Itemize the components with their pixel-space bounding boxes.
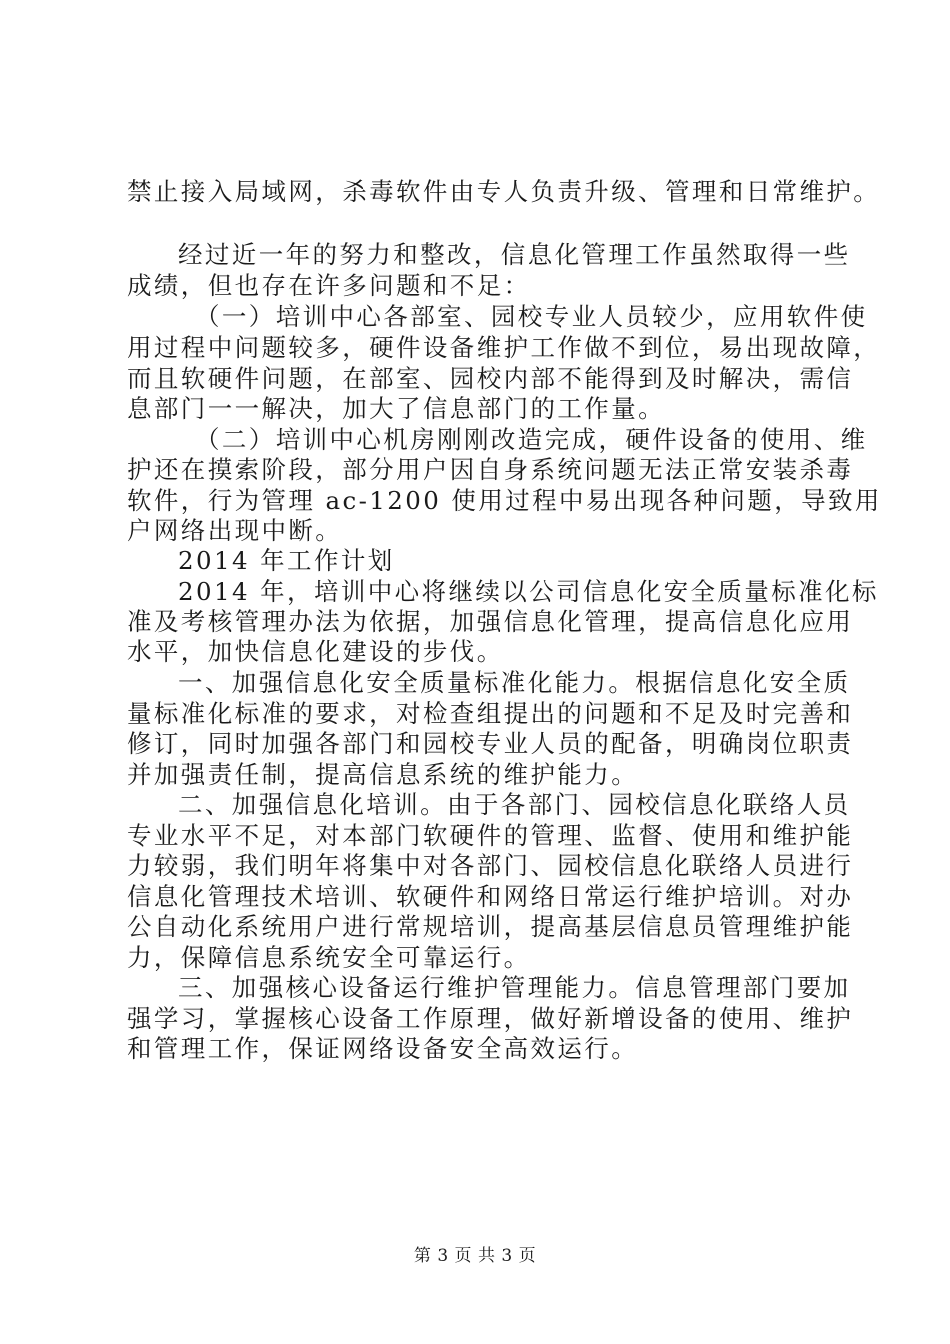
text-line: 2014 年，培训中心将继续以公司信息化安全质量标准化标 (178, 577, 879, 606)
text-line: 和管理工作，保证网络设备安全高效运行。 (127, 1034, 639, 1063)
text-line: 用过程中问题较多，硬件设备维护工作做不到位，易出现故障， (127, 333, 881, 362)
text-line: （一）培训中心各部室、园校专业人员较少，应用软件使 (195, 302, 868, 331)
text-line: 量标准化标准的要求，对检查组提出的问题和不足及时完善和 (127, 699, 854, 728)
text-line: 成绩，但也存在许多问题和不足： (127, 271, 531, 300)
text-line: 一、加强信息化安全质量标准化能力。根据信息化安全质 (178, 668, 851, 697)
text-line: 力较弱，我们明年将集中对各部门、园校信息化联络人员进行 (127, 851, 854, 880)
text-line: 禁止接入局域网，杀毒软件由专人负责升级、管理和日常维护。 (127, 177, 881, 206)
text-line: 户网络出现中断。 (127, 516, 343, 545)
text-line: 三、加强核心设备运行维护管理能力。信息管理部门要加 (178, 973, 851, 1002)
text-line: 公自动化系统用户进行常规培训，提高基层信息员管理维护能 (127, 912, 854, 941)
text-line: 二、加强信息化培训。由于各部门、园校信息化联络人员 (178, 790, 851, 819)
section-heading: 2014 年工作计划 (178, 546, 395, 575)
text-line: 护还在摸索阶段，部分用户因自身系统问题无法正常安装杀毒 (127, 455, 854, 484)
text-line: 经过近一年的努力和整改，信息化管理工作虽然取得一些 (178, 240, 851, 269)
text-line: 软件，行为管理 ac-1200 使用过程中易出现各种问题，导致用 (127, 486, 882, 515)
text-line: 强学习，掌握核心设备工作原理，做好新增设备的使用、维护 (127, 1004, 854, 1033)
text-line: 息部门一一解决，加大了信息部门的工作量。 (127, 394, 665, 423)
text-line: 力，保障信息系统安全可靠运行。 (127, 943, 531, 972)
text-line: 而且软硬件问题，在部室、园校内部不能得到及时解决，需信 (127, 364, 854, 393)
page-number-footer: 第 3 页 共 3 页 (413, 1246, 537, 1266)
text-line: 水平，加快信息化建设的步伐。 (127, 637, 504, 666)
text-line: 并加强责任制，提高信息系统的维护能力。 (127, 760, 639, 789)
text-line: 信息化管理技术培训、软硬件和网络日常运行维护培训。对办 (127, 882, 854, 911)
text-line: 专业水平不足，对本部门软硬件的管理、监督、使用和维护能 (127, 821, 854, 850)
text-line: 准及考核管理办法为依据，加强信息化管理，提高信息化应用 (127, 607, 854, 636)
text-line: 修订，同时加强各部门和园校专业人员的配备，明确岗位职责 (127, 729, 854, 758)
text-line: （二）培训中心机房刚刚改造完成，硬件设备的使用、维 (195, 425, 868, 454)
